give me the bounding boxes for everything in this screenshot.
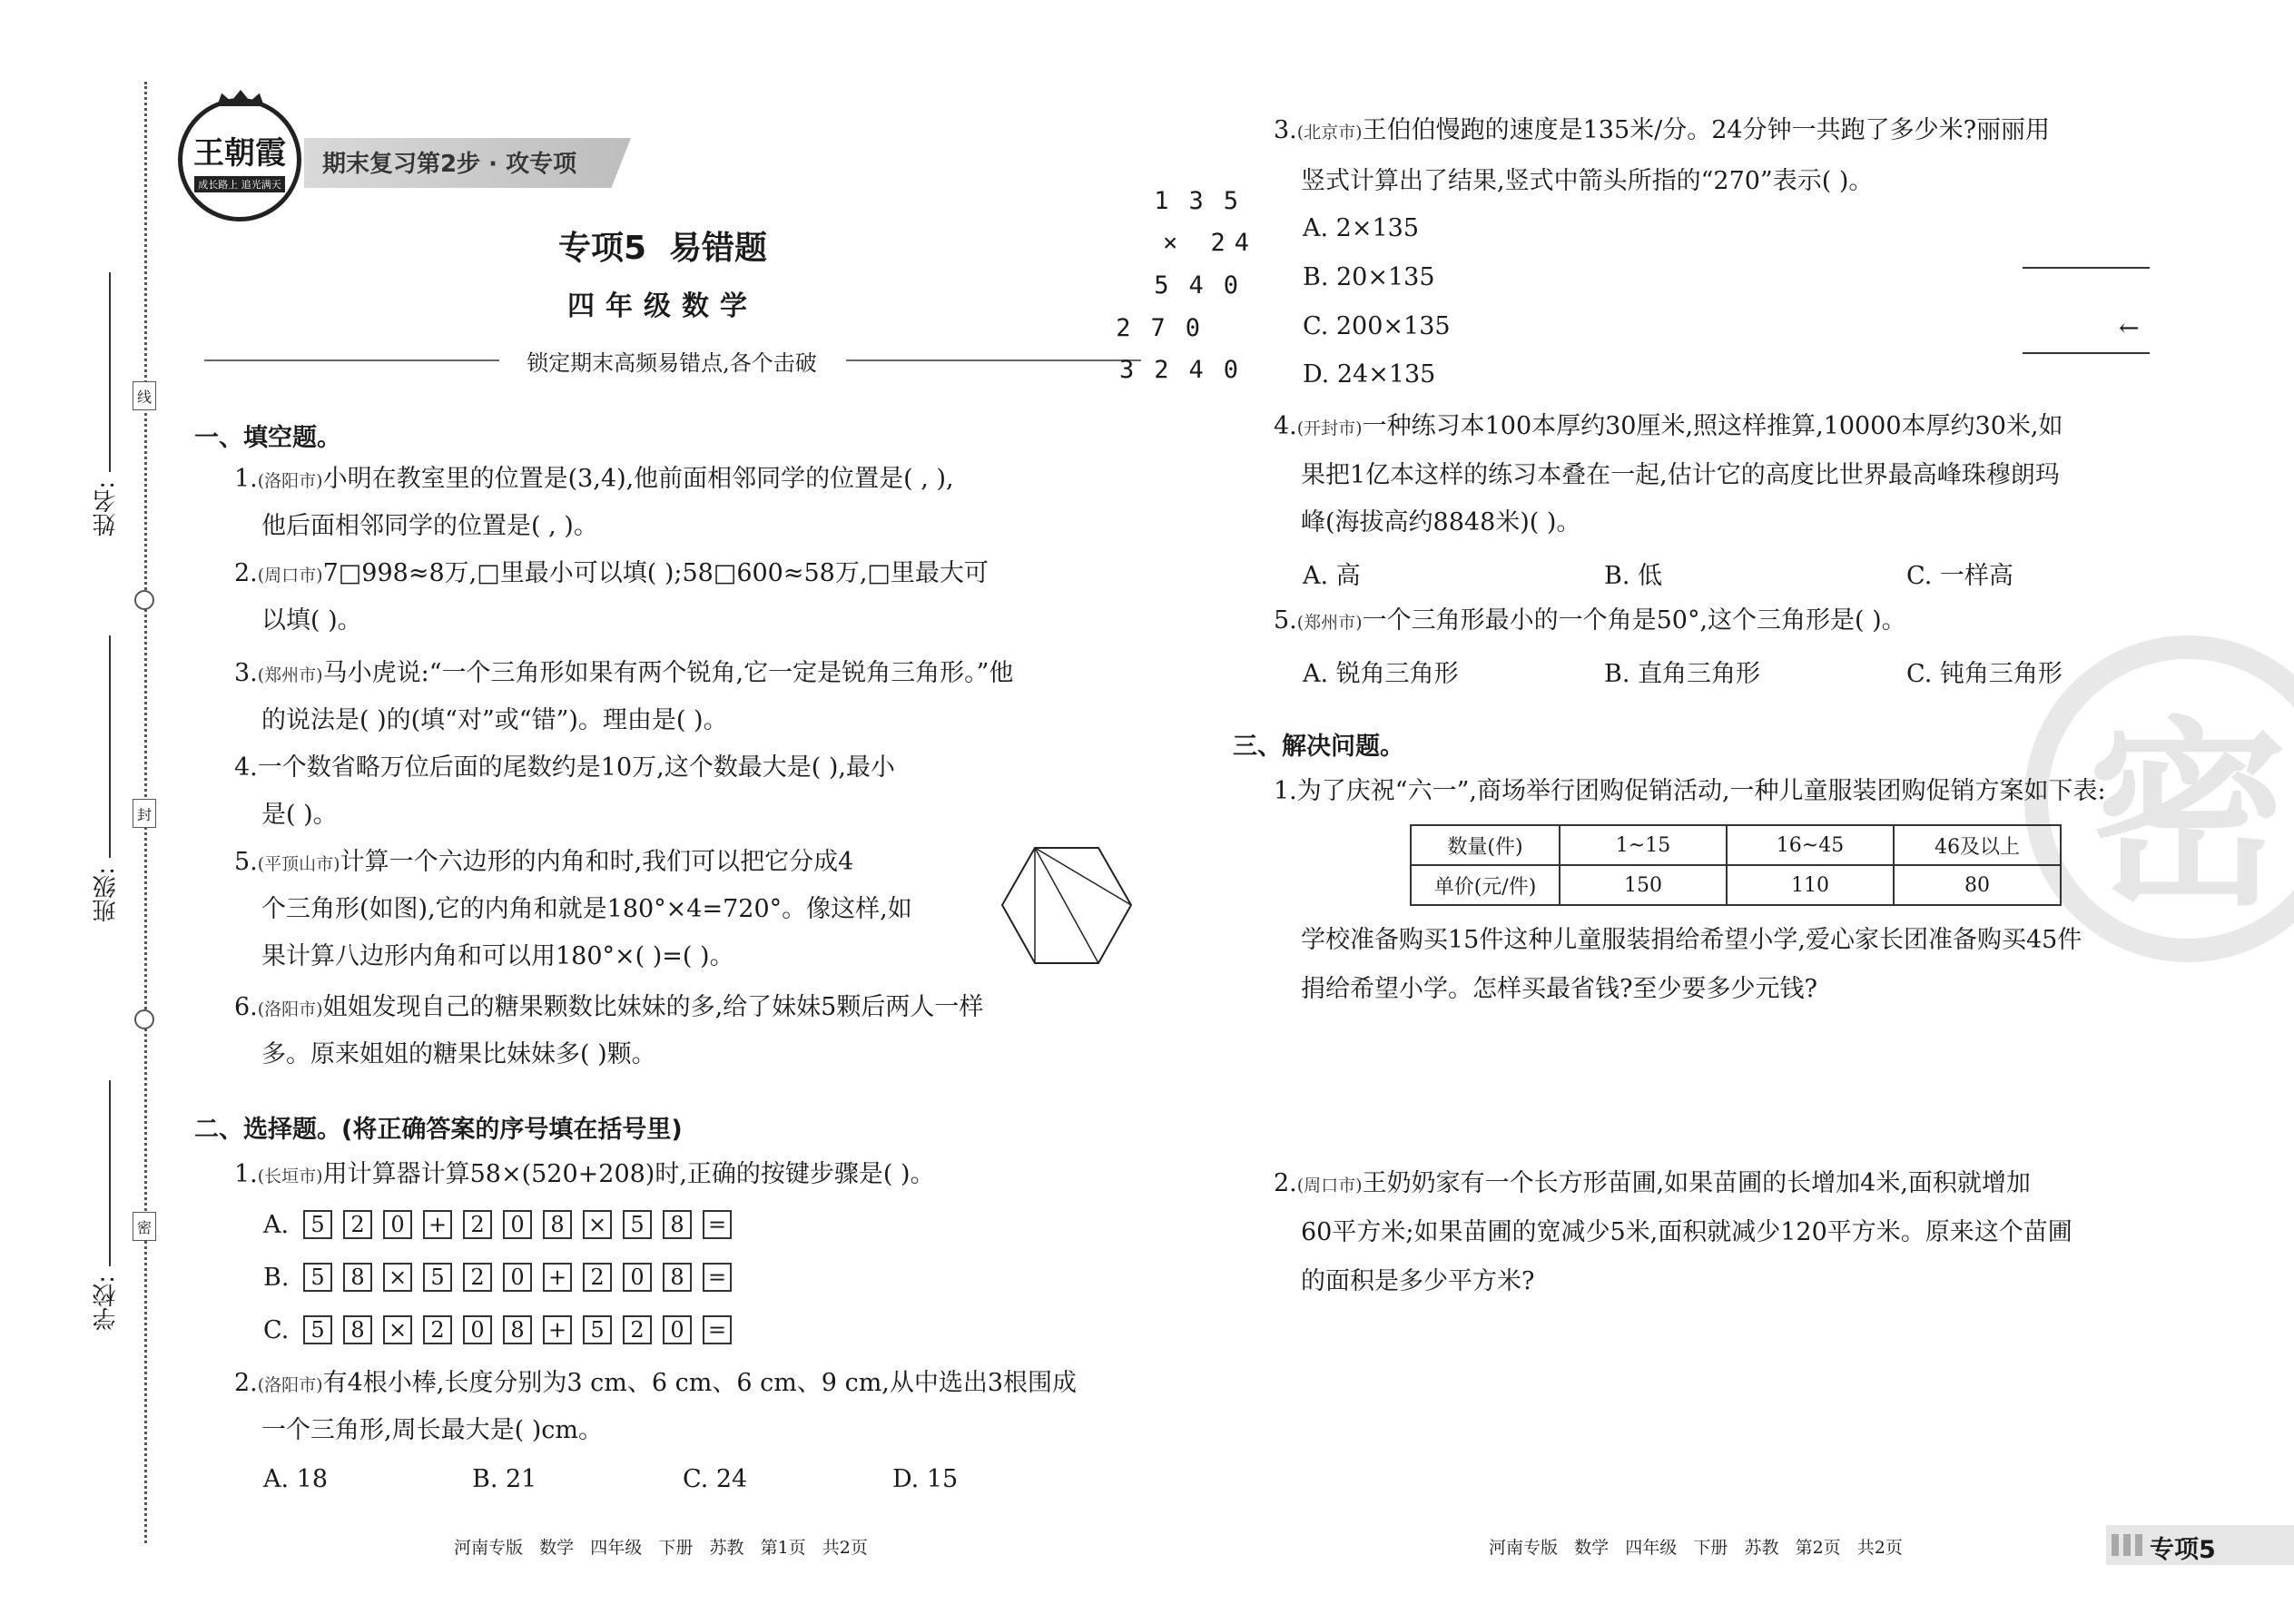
school-field[interactable] — [109, 1080, 111, 1266]
option-a[interactable]: A. 18 — [263, 1465, 329, 1493]
option-c[interactable]: C. 一样高 — [1906, 562, 2013, 590]
calc-key: 8 — [343, 1263, 372, 1292]
question-2-5 — [1274, 597, 1906, 646]
calc-key: 0 — [623, 1263, 652, 1292]
question-text: 计算一个六边形的内角和时,我们可以把它分成4 — [340, 848, 854, 876]
calc-key: 2 — [583, 1263, 612, 1292]
cut-char-1: 线 — [133, 381, 156, 410]
question-source: (洛阳市) — [257, 999, 323, 1019]
question-number: 4. — [1274, 412, 1297, 440]
question-number: 5. — [1274, 606, 1297, 635]
vm-row-3: 540 — [1154, 271, 1258, 300]
section2-heading: 二、选择题。(将正确答案的序号填在括号里) — [194, 1116, 683, 1144]
calc-key: 5 — [303, 1263, 332, 1292]
option-a[interactable]: A. 高 — [1303, 562, 1361, 590]
cut-char-3: 密 — [133, 1212, 156, 1241]
question-text: 一种练习本100本厚约30厘米,照这样推算,10000本厚约30米,如 — [1362, 412, 2063, 440]
calc-key: 2 — [343, 1210, 372, 1239]
option-b[interactable]: B. 21 — [472, 1465, 537, 1493]
option-c[interactable]: C. 钝角三角形 — [1906, 660, 2063, 688]
vm-rule — [2023, 352, 2150, 354]
question-text: 小明在教室里的位置是(3,4),他前面相邻同学的位置是( , ), — [322, 465, 954, 493]
page-subtitle: 四年级数学 — [567, 290, 758, 322]
question-1-1-cont: 他后面相邻同学的位置是( , )。 — [261, 512, 598, 540]
question-number: 1. — [234, 1160, 258, 1188]
question-1-2-cont: 以填( )。 — [261, 606, 362, 635]
section3-heading: 三、解决问题。 — [1233, 733, 1404, 761]
question-text: 王伯伯慢跑的速度是135米/分。24分钟一共跑了多少米?丽丽用 — [1362, 116, 2051, 144]
calc-key: 0 — [663, 1315, 692, 1344]
arrow-icon: ← — [2119, 314, 2140, 342]
question-2-4-cont2: 峰(海拔高约8848米)( )。 — [1301, 508, 1581, 536]
question-number: 2. — [234, 1369, 258, 1397]
question-2-4-cont1: 果把1亿本这样的练习本叠在一起,估计它的高度比世界最高峰珠穆朗玛 — [1301, 461, 2060, 489]
table-cell: 1~15 — [1560, 825, 1727, 865]
hexagon-diagonal — [1035, 848, 1131, 905]
question-1-5 — [234, 839, 853, 888]
logo-text: 王朝霞 — [193, 134, 286, 172]
question-1-5-cont2: 果计算八边形内角和可以用180°×( )=( )。 — [261, 942, 734, 970]
question-2-3-cont: 竖式计算出了结果,竖式中箭头所指的“270”表示( )。 — [1301, 167, 1874, 195]
calc-key: 2 — [463, 1263, 492, 1292]
question-source: (长垣市) — [257, 1166, 323, 1186]
slogan: 锁定期末高频易错点,各个击破 — [527, 350, 817, 376]
calc-key: = — [703, 1263, 732, 1292]
question-3-1-cont2: 捐给希望小学。怎样买最省钱?至少要多少元钱? — [1301, 975, 1817, 1003]
punch-hole-icon — [134, 590, 154, 610]
calc-key: = — [703, 1210, 732, 1239]
page-tab-label: 专项5 — [2150, 1536, 2216, 1564]
question-1-1 — [234, 456, 954, 505]
class-label: 班级: — [93, 867, 120, 922]
question-2-3 — [1274, 107, 2050, 156]
option-a[interactable]: A. 2×135 — [1303, 214, 1419, 242]
table-cell: 数量(件) — [1411, 825, 1560, 865]
cut-char-2: 封 — [133, 799, 156, 828]
calc-key: × — [383, 1315, 412, 1344]
page-title: 专项5 易错题 — [557, 230, 768, 267]
vm-rule — [2023, 267, 2150, 269]
vm-row-1: 135 — [1154, 187, 1258, 215]
option-label: A. — [263, 1210, 290, 1239]
question-1-4-cont: 是( )。 — [261, 801, 338, 829]
question-number: 5. — [234, 848, 258, 876]
question-source: (周口市) — [257, 566, 323, 586]
question-3-1-cont1: 学校准备购买15件这种儿童服装捐给希望小学,爱心家长团准备购买45件 — [1301, 926, 2082, 954]
name-field[interactable] — [109, 272, 111, 472]
question-source: (北京市) — [1296, 123, 1363, 143]
question-3-2-cont1: 60平方米;如果苗圃的宽减少5米,面积就减少120平方米。原来这个苗圃 — [1301, 1218, 2072, 1246]
question-source: (开封市) — [1296, 418, 1363, 438]
question-number: 3. — [234, 659, 258, 687]
question-number: 1. — [234, 465, 258, 493]
calc-key: 8 — [663, 1263, 692, 1292]
question-text: 为了庆祝“六一”,商场举行团购促销活动,一种儿童服装团购促销方案如下表: — [1296, 777, 2106, 805]
question-text: 王奶奶家有一个长方形苗圃,如果苗圃的长增加4米,面积就增加 — [1362, 1169, 2031, 1197]
question-source: (郑州市) — [1296, 613, 1363, 633]
question-source: (洛阳市) — [257, 1375, 323, 1395]
question-number: 6. — [234, 993, 258, 1021]
calc-key: 5 — [423, 1263, 452, 1292]
question-text: 一个数省略万位后面的尾数约是10万,这个数最大是( ),最小 — [257, 753, 895, 782]
question-3-2 — [1274, 1160, 2031, 1209]
option-a[interactable]: A. 锐角三角形 — [1303, 660, 1459, 688]
option-c[interactable]: C. 24 — [683, 1465, 748, 1493]
question-2-2-cont: 一个三角形,周长最大是( )cm。 — [261, 1416, 603, 1444]
calc-key: 2 — [623, 1315, 652, 1344]
question-1-6-cont: 多。原来姐姐的糖果比妹妹多( )颗。 — [261, 1040, 656, 1068]
keys-option-c[interactable] — [263, 1315, 743, 1344]
question-3-2-cont2: 的面积是多少平方米? — [1301, 1267, 1535, 1295]
calc-key: 0 — [503, 1210, 532, 1239]
calc-key: + — [543, 1315, 572, 1344]
question-source: (周口市) — [1296, 1176, 1363, 1196]
footer-left: 河南专版 数学 四年级 下册 苏教 第1页 共2页 — [454, 1538, 868, 1558]
question-text: 有4根小棒,长度分别为3 cm、6 cm、6 cm、9 cm,从中选出3根围成 — [322, 1369, 1078, 1397]
question-number: 4. — [234, 753, 258, 782]
logo-subtext: 成长路上 追光满天 — [194, 176, 285, 192]
slogan-rule-left — [204, 359, 499, 361]
question-2-4 — [1274, 403, 2063, 452]
calc-key: 2 — [423, 1315, 452, 1344]
watermark-text: 密 — [2087, 700, 2288, 932]
vm-row-2: × 24 — [1162, 229, 1258, 257]
question-number: 2. — [234, 559, 258, 587]
table-cell: 150 — [1560, 865, 1727, 905]
question-1-3 — [234, 650, 1013, 699]
calc-key: 8 — [663, 1210, 692, 1239]
question-text: 用计算器计算58×(520+208)时,正确的按键步骤是( )。 — [322, 1160, 935, 1188]
question-1-2 — [234, 550, 989, 599]
school-label: 学校: — [93, 1275, 120, 1331]
question-text: 7□998≈8万,□里最小可以填( );58□600≈58万,□里最大可 — [322, 559, 989, 587]
question-1-5-cont1: 个三角形(如图),它的内角和就是180°×4=720°。像这样,如 — [261, 895, 912, 923]
table-cell: 16~45 — [1727, 825, 1894, 865]
question-source: (郑州市) — [257, 665, 323, 685]
table-row — [1411, 825, 2061, 865]
question-text: 姐姐发现自己的糖果颗数比妹妹的多,给了妹妹5颗后两人一样 — [322, 993, 984, 1021]
calc-key: 2 — [463, 1210, 492, 1239]
calc-key: 8 — [503, 1315, 532, 1344]
calc-key: × — [583, 1210, 612, 1239]
question-number: 3. — [1274, 116, 1297, 144]
option-label: C. — [263, 1315, 290, 1344]
calc-key: 5 — [303, 1210, 332, 1239]
class-field[interactable] — [109, 635, 111, 858]
calc-key: 0 — [463, 1315, 492, 1344]
banner-text: 期末复习第2步 · 攻专项 — [322, 151, 577, 178]
answer-area[interactable] — [1301, 1026, 2172, 1144]
calc-key: × — [383, 1263, 412, 1292]
footer-right: 河南专版 数学 四年级 下册 苏教 第2页 共2页 — [1489, 1538, 1903, 1558]
keys-option-b[interactable] — [263, 1263, 743, 1292]
vm-row-4: 270 — [1116, 314, 1220, 342]
question-text: 一个三角形最小的一个角是50°,这个三角形是( )。 — [1362, 606, 1906, 635]
calc-key: 8 — [543, 1210, 572, 1239]
option-b[interactable]: B. 低 — [1604, 562, 1663, 590]
hexagon-diagonal — [1035, 848, 1098, 963]
option-d[interactable]: D. 15 — [892, 1465, 959, 1493]
question-number: 1. — [1274, 777, 1297, 805]
logo-crown-icon — [217, 90, 264, 106]
option-b[interactable]: B. 20×135 — [1303, 263, 1435, 291]
calc-key: + — [423, 1210, 452, 1239]
question-3-1 — [1274, 768, 2106, 815]
brand-logo — [178, 98, 301, 221]
question-source: (平顶山市) — [257, 854, 340, 874]
question-number: 2. — [1274, 1169, 1297, 1197]
keys-option-a[interactable] — [263, 1210, 743, 1239]
name-label: 姓名: — [93, 481, 120, 536]
option-label: B. — [263, 1263, 290, 1292]
calc-key: 8 — [343, 1315, 372, 1344]
calc-key: 5 — [303, 1315, 332, 1344]
punch-hole-icon — [134, 1009, 154, 1029]
calc-key: = — [703, 1315, 732, 1344]
table-cell: 单价(元/件) — [1411, 865, 1560, 905]
question-text: 马小虎说:“一个三角形如果有两个锐角,它一定是锐角三角形。”他 — [322, 659, 1014, 687]
question-source: (洛阳市) — [257, 471, 323, 491]
table-row — [1411, 865, 2061, 905]
calc-key: + — [543, 1263, 572, 1292]
option-c[interactable]: C. 200×135 — [1303, 312, 1451, 340]
table-cell: 46及以上 — [1894, 825, 2061, 865]
section1-heading: 一、填空题。 — [194, 424, 341, 452]
table-cell: 80 — [1894, 865, 2061, 905]
table-cell: 110 — [1727, 865, 1894, 905]
calc-key: 0 — [503, 1263, 532, 1292]
calc-key: 5 — [623, 1210, 652, 1239]
option-d[interactable]: D. 24×135 — [1303, 360, 1436, 389]
question-2-1 — [234, 1151, 935, 1200]
calc-key: 5 — [583, 1315, 612, 1344]
answer-area[interactable] — [1301, 1316, 2172, 1516]
vm-row-5: 3240 — [1118, 356, 1258, 384]
calc-key: 0 — [383, 1210, 412, 1239]
price-table — [1410, 824, 2062, 906]
question-2-2 — [234, 1360, 1077, 1409]
question-1-3-cont: 的说法是( )的(填“对”或“错”)。理由是( )。 — [261, 706, 728, 734]
question-1-6 — [234, 984, 983, 1033]
slogan-rule-right — [846, 359, 1141, 361]
question-1-4 — [234, 744, 895, 792]
tab-grid-icon — [2112, 1534, 2142, 1556]
hexagon-figure — [999, 844, 1135, 967]
option-b[interactable]: B. 直角三角形 — [1604, 660, 1761, 688]
